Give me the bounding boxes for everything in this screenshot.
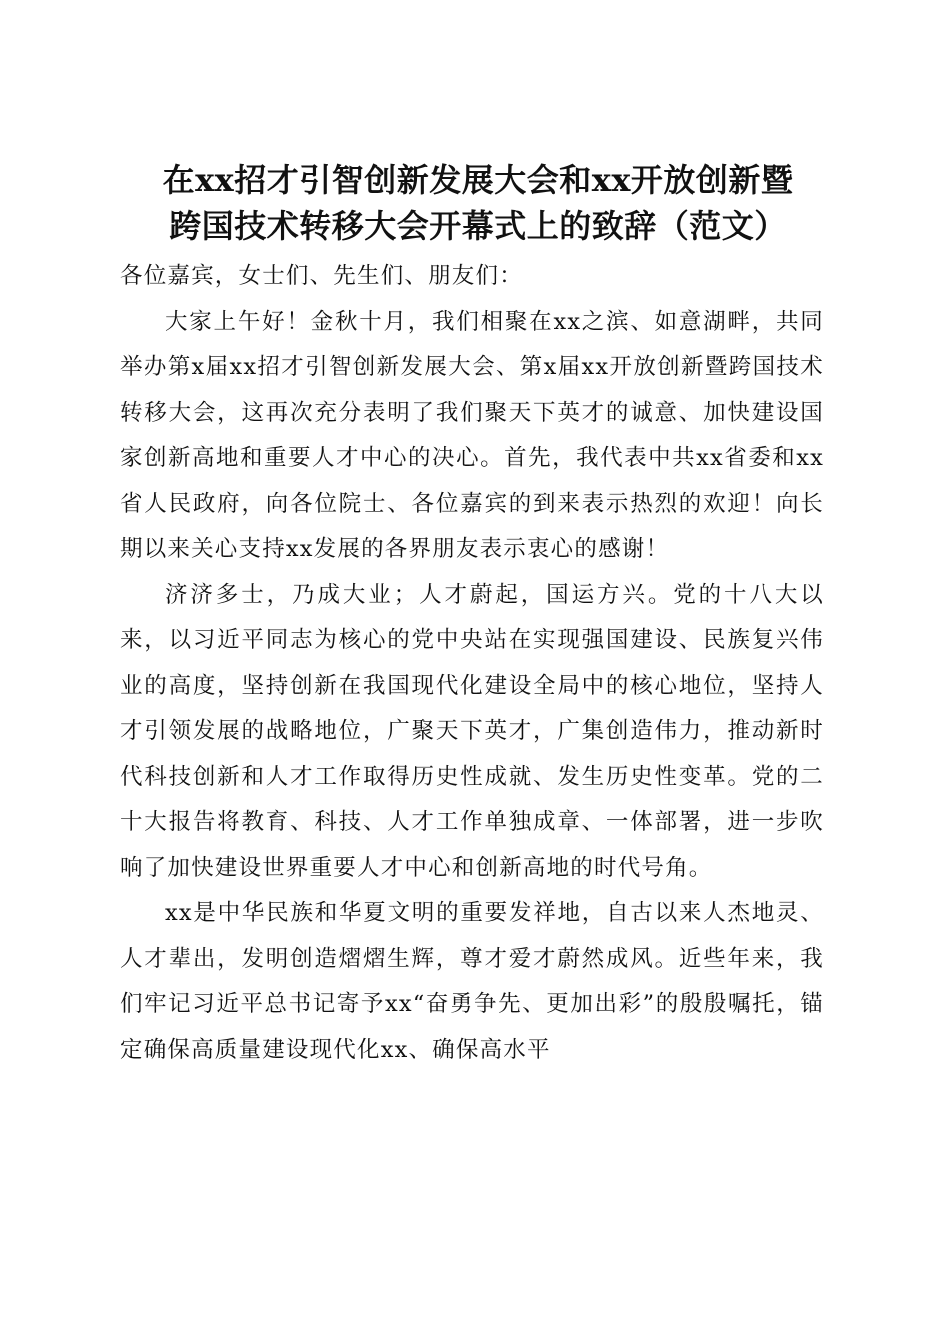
paragraph-2: 济济多士，乃成大业；人才蔚起，国运方兴。党的十八大以来，以习近平同志为核心的党中央站在实现强国建设、民族复兴伟业的高度，坚持创新在我国现代化建设全局中的核心地位，坚持人才引领发展的战略地位，广聚天下英才，广集创造伟力，推动新时代科技创新和人才工作取得历史性成就、发生历史性变革。党的二十大报告将教育、科技、人才工作单独成章、一体部署，进一步吹响了加快建设世界重要人才中心和创新高地的时代号角。 [120,581,824,881]
paragraph-3: xx是中华民族和华夏文明的重要发祥地，自古以来人杰地灵、人才辈出，发明创造熠熠生辉，尊才爱才蔚然成风。近些年来，我们牢记习近平总书记寄予xx“奋勇争先、更加出彩”的殷殷嘱托，锚定确保高质量建设现代化xx、确保高水平 [120,900,824,1063]
paragraph-1: 大家上午好！金秋十月，我们相聚在xx之滨、如意湖畔，共同举办第x届xx招才引智创新发展大会、第x届xx开放创新暨跨国技术转移大会，这再次充分表明了我们聚天下英才的诚意、加快建设国家创新高地和重要人才中心的决心。首先，我代表中共xx省委和xx省人民政府，向各位院士、各位嘉宾的到来表示热烈的欢迎！向长期以来关心支持xx发展的各界朋友表示衷心的感谢！ [120,308,824,562]
salutation: 各位嘉宾，女士们、先生们、朋友们： [120,263,523,289]
title-line-2: 跨国技术转移大会开幕式上的致辞（范文） [169,207,787,246]
document-body [120,254,824,1073]
document-title [118,157,838,249]
title-line-1: 在xx招才引智创新发展大会和xx开放创新暨 [162,161,794,200]
